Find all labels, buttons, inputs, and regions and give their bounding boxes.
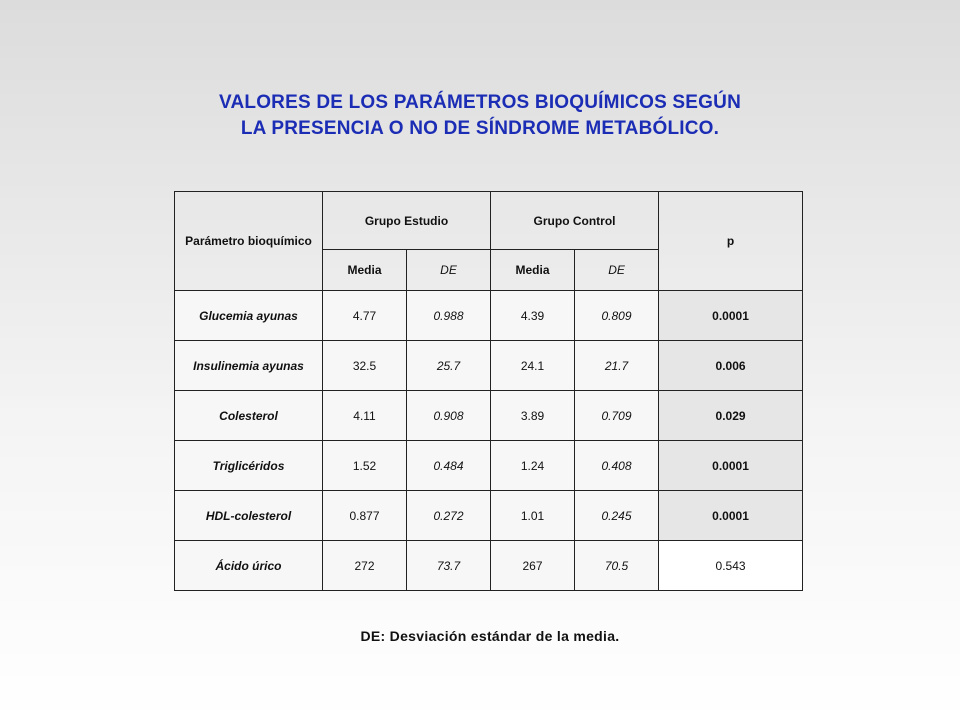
control-media-value: 1.24 <box>491 441 575 491</box>
subheader-estudio-media: Media <box>323 250 407 291</box>
row-name: Glucemia ayunas <box>175 291 323 341</box>
row-name: Insulinemia ayunas <box>175 341 323 391</box>
p-value: 0.543 <box>659 541 803 591</box>
page-title <box>0 90 960 142</box>
estudio-media-value: 1.52 <box>323 441 407 491</box>
estudio-media-value: 272 <box>323 541 407 591</box>
control-de-value: 0.709 <box>575 391 659 441</box>
control-media-value: 267 <box>491 541 575 591</box>
estudio-media-value: 32.5 <box>323 341 407 391</box>
p-value: 0.029 <box>659 391 803 441</box>
table-row <box>175 441 803 491</box>
row-name: HDL-colesterol <box>175 491 323 541</box>
p-value: 0.0001 <box>659 441 803 491</box>
header-p: p <box>659 192 803 291</box>
p-value: 0.0001 <box>659 291 803 341</box>
estudio-de-value: 25.7 <box>407 341 491 391</box>
table-row <box>175 491 803 541</box>
header-grupo-estudio: Grupo Estudio <box>323 192 491 250</box>
control-de-value: 70.5 <box>575 541 659 591</box>
footnote: DE: Desviación estándar de la media. <box>360 628 620 644</box>
header-parametro: Parámetro bioquímico <box>175 192 323 291</box>
estudio-de-value: 0.484 <box>407 441 491 491</box>
control-de-value: 0.809 <box>575 291 659 341</box>
control-de-value: 0.408 <box>575 441 659 491</box>
control-de-value: 0.245 <box>575 491 659 541</box>
table-row <box>175 391 803 441</box>
biochemical-parameters-table <box>174 191 803 591</box>
control-media-value: 1.01 <box>491 491 575 541</box>
estudio-media-value: 4.77 <box>323 291 407 341</box>
subheader-control-de: DE <box>575 250 659 291</box>
control-media-value: 4.39 <box>491 291 575 341</box>
table-row <box>175 291 803 341</box>
row-name: Ácido úrico <box>175 541 323 591</box>
estudio-de-value: 0.908 <box>407 391 491 441</box>
estudio-de-value: 73.7 <box>407 541 491 591</box>
title-line-1: VALORES DE LOS PARÁMETROS BIOQUÍMICOS SEGÚN <box>219 92 741 113</box>
subheader-control-media: Media <box>491 250 575 291</box>
table-row <box>175 341 803 391</box>
estudio-media-value: 4.11 <box>323 391 407 441</box>
estudio-media-value: 0.877 <box>323 491 407 541</box>
control-de-value: 21.7 <box>575 341 659 391</box>
p-value: 0.006 <box>659 341 803 391</box>
title-line-2: LA PRESENCIA O NO DE SÍNDROME METABÓLICO. <box>240 118 720 139</box>
subheader-estudio-de: DE <box>407 250 491 291</box>
control-media-value: 24.1 <box>491 341 575 391</box>
estudio-de-value: 0.988 <box>407 291 491 341</box>
table-header-row <box>175 192 803 250</box>
control-media-value: 3.89 <box>491 391 575 441</box>
p-value: 0.0001 <box>659 491 803 541</box>
estudio-de-value: 0.272 <box>407 491 491 541</box>
table-row <box>175 541 803 591</box>
row-name: Colesterol <box>175 391 323 441</box>
row-name: Triglicéridos <box>175 441 323 491</box>
header-grupo-control: Grupo Control <box>491 192 659 250</box>
